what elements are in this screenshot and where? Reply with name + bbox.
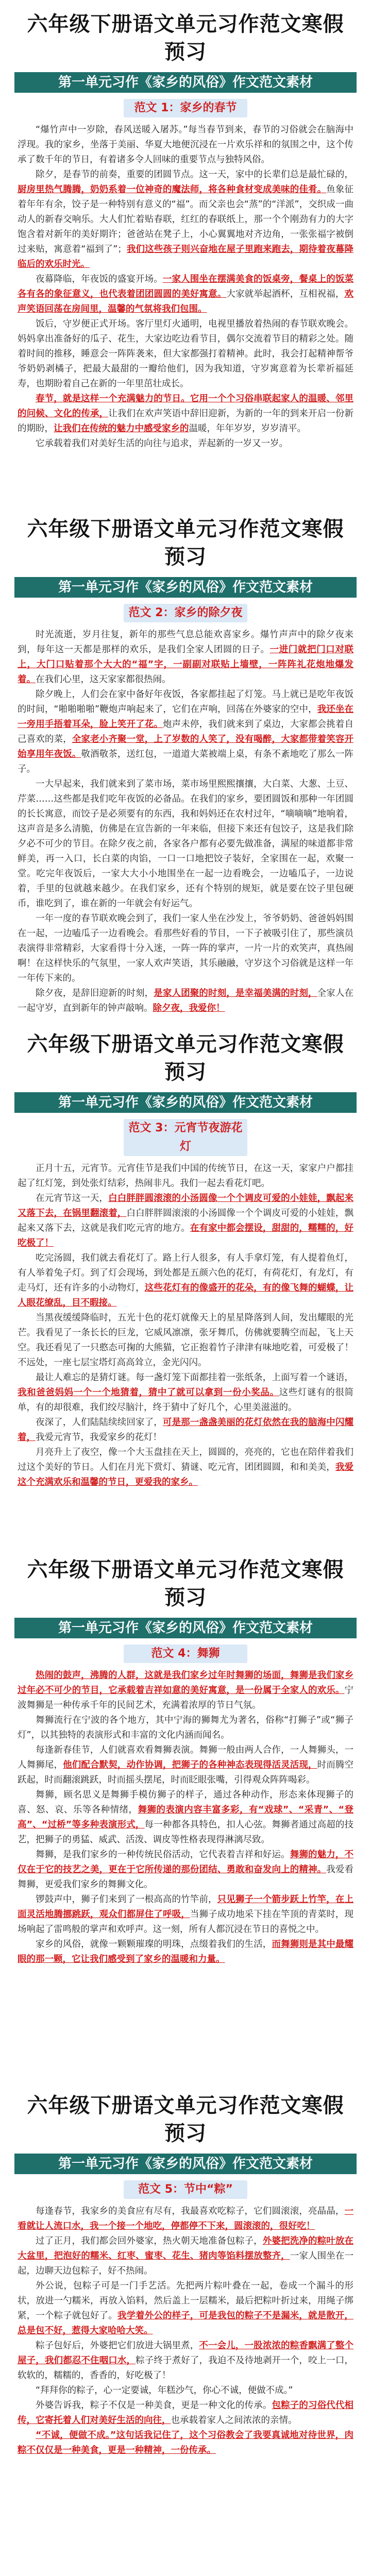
essay-paragraph — [18, 1445, 353, 1490]
section-heading: 六年级下册语文单元习作范文寒假预习 — [27, 12, 344, 64]
paragraph-text: 时光流逝，岁月往复，新年的那些气息总能欢喜家乡。爆竹声声中的除夕夜来到，每年这一天都是那样的欢乐，是我们全家人团圆的日子。 — [18, 630, 353, 655]
unit-banner: 第一单元习作《家乡的风俗》作文范文素材 — [14, 577, 357, 598]
paragraph-text: 家乡的风俗，就像一颗颗璀璨的明珠，点缀着我们的生活， — [36, 1939, 272, 1950]
essay-paragraph — [18, 2338, 353, 2383]
paragraph-text: 最让人难忘的是猜灯谜。每一盏灯笼下面都挂着一张纸条，上面写着一个谜语， — [36, 1372, 353, 1383]
highlighted-sentence: 我还坐在一旁用手捂着耳朵，脸上笑开了花。 — [18, 704, 354, 730]
highlighted-sentence: 外婆把洗净的粽叶放在大盆里，把泡好的糯米、红枣、蜜枣、花生、猪肉等馅料摆放整齐， — [18, 2236, 354, 2261]
essay-paragraph — [18, 1370, 353, 1415]
paragraph-text: 除夕，是春节的前奏，重要的团圆节点。这一天，家中的长辈们总是最忙碌的， — [36, 170, 353, 180]
paragraph-text: 夜幕降临，年夜饭的盛宴开场。 — [36, 274, 163, 284]
highlighted-sentence: 舞狮的表演内容丰富多彩，有“戏球”、“采青”、“登高”、“过桥”等多种表演形式， — [18, 1805, 353, 1830]
paragraph-text: 除夕夜，是辞旧迎新的时刻， — [36, 988, 154, 998]
essay-paragraph — [18, 777, 353, 911]
essay-title: 范文 3：元宵节夜游花灯 — [124, 1119, 247, 1156]
highlighted-sentence: 包粽子的习俗代代相传，它寄托着人们对美好生活的向往， — [18, 2400, 354, 2426]
essay-section — [0, 0, 371, 505]
essay-paragraph — [18, 2234, 353, 2279]
unit-banner: 第一单元习作《家乡的风俗》作文范文素材 — [14, 1618, 357, 1638]
highlighted-sentence: 我们这些孩子则兴奋地在屋子里跑来跑去，期待着夜幕降临后的欢乐时光。 — [18, 244, 353, 269]
paragraph-text: 正月十五，元宵节。元宵佳节是我们中国的传统节日，在这一天，家家户户都挂起了红灯笼，到处张灯结彩，热闹非凡。我们一起去看花灯吧。 — [18, 1163, 353, 1189]
paragraph-text: 时而腾空跃起，时而翻滚跳跃，时而摇头摆尾，时而眨眼张嘴，引得观众阵阵喝彩。 — [18, 1760, 353, 1785]
essay-paragraph — [18, 1191, 353, 1251]
essay-title: 范文 1：家乡的春节 — [124, 99, 247, 117]
essay-paragraph — [18, 911, 353, 986]
essay-paragraph — [18, 2279, 353, 2338]
paragraph-text: 粽子包好后，外婆把它们放进大锅里煮， — [36, 2341, 199, 2351]
essay-paragraph — [18, 2204, 353, 2234]
highlighted-sentence: 可是那一盏盏美丽的花灯依然在我的脑海中闪耀着， — [18, 1417, 354, 1443]
highlighted-sentence: 而舞狮则是其中最耀眼的那一颗，它让我们感受到了家乡的温暖和力量。 — [18, 1939, 354, 1964]
essay-paragraph — [18, 392, 353, 436]
essay-paragraph — [18, 436, 353, 451]
paragraph-text: 在元宵节这一天， — [36, 1193, 109, 1204]
paragraph-text: 这些灯谜有的很简单，有的却很难，我们绞尽脑汁，终于猜中了好几个，心里美滋滋的。 — [18, 1387, 354, 1413]
paragraph-text: 除夕晚上，人们会在家中备好年夜饭，各家都挂起了灯笼。马上就已是吃年夜饭的时间，“啪啪啪啪”鞭炮声响起来了，它们在声响，回荡在外婆家的空中， — [18, 689, 353, 715]
essay-paragraph — [18, 1713, 353, 1743]
paragraph-text: 粽子终于煮好了，我迫不及待地剥开一个，咬上一口，软软的，糯糯的，香香的，好吃极了！ — [18, 2355, 353, 2381]
unit-banner: 第一单元习作《家乡的风俗》作文范文素材 — [14, 1092, 357, 1113]
highlighted-sentence: “不诚，便做不成。”这句话我记住了， — [36, 2430, 190, 2441]
highlighted-sentence: 他们配合默契，动作协调，把狮子的各种神态表现得活灵活现， — [63, 1760, 317, 1770]
essay-title: 范文 2：家乡的除夕夜 — [124, 604, 247, 622]
essay-paragraph — [18, 167, 353, 272]
paragraph-text: 白白胖胖圆滚滚的小汤圆像一个个调皮可爱的小娃娃，飘起来又落下去，这就是我们吃元宵的地方。 — [18, 1208, 353, 1233]
highlighted-sentence: 我和爸爸妈妈一个一个地猜着，猜中了就可以拿到一份小奖品。 — [18, 1387, 279, 1398]
paragraph-text: “拜拜你的粽子，心一定要诚，年糕沙气，你心不诚，便做不成。” — [36, 2385, 293, 2396]
paragraph-text: 舞狮流行在宁波的各个地方，其中宁海的狮舞尤为著名，俗称“打狮子”或“狮子灯”，以其独特的表演形式和丰富的文化内涵而闻名。 — [18, 1715, 353, 1740]
essay-paragraph — [18, 628, 353, 687]
paragraph-text: 每逢新春佳节，人们就喜欢看舞狮表演。舞狮一般由两人合作，一人舞狮头，一人舞狮尾， — [18, 1745, 353, 1770]
essay-paragraph — [18, 317, 353, 392]
paragraph-text: 我爱看舞狮，更爱我们家乡的舞狮文化。 — [18, 1865, 353, 1890]
essay-section — [0, 1020, 371, 1546]
highlighted-sentence: 是家人团聚的时刻，是幸福美满的时刻， — [154, 988, 317, 998]
highlighted-sentence: 厨房里热气腾腾，奶奶系着一位神奇的魔法师，将各种食材变成美味的佳肴。 — [18, 184, 327, 195]
paragraph-text: 全家人在一起守岁，直到新年的钟声敲响。 — [18, 988, 354, 1013]
section-heading: 六年级下册语文单元习作范文寒假预习 — [27, 2094, 344, 2145]
paragraph-text: 鱼象征着年年有余，饺子是一种特别有意义的“福”。而父亲也会“蒸”的“洋派”，交织成一曲动人的新春交响乐。大人们忙着贴春联，红红的春联纸上，那一个个刚劲有力的大字饱含着对新年的美好期许；爸爸站在凳子上，小心翼翼地对齐边角，一张张福字被倒过来贴，寓意着“福到了”； — [18, 184, 353, 255]
essay-paragraph — [18, 1788, 353, 1848]
essay-section — [0, 505, 371, 1020]
paragraph-text: 大家就举起酒杯，互相祝福， — [226, 289, 345, 299]
essay-paragraph — [18, 272, 353, 317]
highlighted-sentence: 在有家中都会摆设，甜甜的，糯糯的，好吃极了！ — [18, 1223, 353, 1248]
essay-section — [0, 2081, 371, 2576]
paragraph-text: 宁波舞狮是一种传承千年的民间艺术，充满着浓厚的节日气氛。 — [18, 1685, 353, 1710]
essay-paragraph — [18, 687, 353, 777]
paragraph-text: 当黑夜缓缓降临时，五光十色的花灯就像天上的星星降落到人间，发出耀眼的光芒。我看见了一条长长的巨龙，它威风凛凛，张牙舞爪，仿佛就要腾空而起，飞上天空。我还看见了一只憨态可掬的大熊猫，它正抱着竹子津津有味地吃着，可爱极了！不远处，一座七层宝塔灯高高耸立，金光闪闪。 — [18, 1313, 353, 1368]
highlighted-sentence: 我爱这个充满欢乐和温馨的节日，更爱我的家乡。 — [18, 1462, 353, 1487]
paragraph-text: 它承载着我们对美好生活的向往与追求，弄起新的一岁又一岁。 — [36, 438, 288, 449]
highlighted-sentence: 一家人围坐在摆满美食的饭桌旁，餐桌上的饭菜各有各的象征意义，也代表着团团圆圆的美好寓意。 — [18, 274, 354, 299]
essay-section — [0, 1546, 371, 2081]
section-heading: 六年级下册语文单元习作范文寒假预习 — [27, 1032, 344, 1084]
paragraph-text: 外婆告诉我，粽子不仅是一种美食，更是一种文化的传承。 — [36, 2400, 272, 2411]
paragraph-text: 我爱元宵节，我爱家乡的花灯！ — [36, 1432, 162, 1443]
highlighted-sentence: 让我们在传统的魅力中感受家乡的 — [54, 423, 189, 434]
paragraph-text: 温暖，年年岁岁，岁岁清平。 — [189, 423, 306, 434]
paragraph-text: 每一种都各具特色，扣人心弦。舞狮者通过高超的技艺，把狮子的勇猛、威武、活泼、调皮等性格表现得淋漓尽致。 — [18, 1820, 353, 1845]
paragraph-text: 一年一度的春节联欢晚会到了，我们一家人坐在沙发上，爷爷奶奶、爸爸妈妈围在一起，一边嗑瓜子一边看晚会。看那些好看的节目，一下子被吸引住了，那些演员表演得非常精彩，大家看得十分入迷，一阵一阵的掌声，一片一片的欢笑声，真热闹啊！在这样快乐的气氛里，一家人欢声笑语，其乐融融，守岁这个习俗就是这样一年一年传下来的。 — [18, 913, 353, 984]
paragraph-text: 敬酒敬茶，送红包，一道道大菜被端上桌，有条不紊地吃了那么一阵子。 — [18, 749, 353, 774]
paragraph-text: 月亮升上了夜空，像一个大玉盘挂在天上，圆圆的，亮亮的，它也在陪伴着我们过这个美好的节日。人们在月光下赏灯、猜谜、吃元宵，团团圆圆，和和美美， — [18, 1447, 353, 1472]
essay-title: 范文 4：舞狮 — [124, 1645, 247, 1663]
essay-paragraph — [18, 1892, 353, 1937]
paragraph-text: 夜深了，人们陆陆续续回家了， — [36, 1417, 163, 1428]
section-heading: 六年级下册语文单元习作范文寒假预习 — [27, 1558, 344, 1609]
highlighted-sentence: 舞狮的魅力，不仅在于它的技艺之美，更在于它所传递的那份团结、勇敢和奋发向上的精神。 — [18, 1850, 354, 1875]
paragraph-text: 锣鼓声中，狮子们来到了一根高高的竹竿前， — [36, 1894, 217, 1905]
essay-paragraph — [18, 2428, 353, 2458]
highlighted-sentence: 欢声笑语回荡在房间里，温馨的气氛将我们包围。 — [18, 289, 353, 314]
essay-paragraph — [18, 1743, 353, 1788]
essay-paragraph — [18, 1311, 353, 1370]
paragraph-text: 在我们心里，这天家家都很热闹。 — [36, 674, 171, 685]
essay-paragraph — [18, 1415, 353, 1445]
paragraph-text: 让我们在欢声笑语中辞旧迎新，为新的一年的到来开启一份新的期盼， — [18, 409, 353, 434]
paragraph-text: 一家人围坐在一起，边聊天边包粽子，好不热闹。 — [18, 2251, 353, 2276]
unit-banner: 第一单元习作《家乡的风俗》作文范文素材 — [14, 72, 357, 93]
paragraph-text: 舞狮，是我们家乡的一种传统民俗活动，它代表着吉祥和好运。 — [36, 1850, 290, 1860]
essay-paragraph — [18, 2383, 353, 2398]
essay-paragraph — [18, 123, 353, 167]
paragraph-text: 也承载着家人之间浓浓的亲情。 — [171, 2415, 297, 2426]
paragraph-text: 炮声未停，我们就来到了桌边，大家都会挑着自己喜欢的菜， — [18, 719, 353, 744]
essay-paragraph — [18, 2398, 353, 2428]
highlighted-sentence: 一看就让人流口水，我一个接一个地吃，停都停不下来，圆滚滚的，很好吃！ — [18, 2206, 353, 2231]
paragraph-text: 一大早起来，我们就来到了菜市场，菜市场里熙熙攘攘，大白菜、大葱、土豆、芹菜……这些都是我们吃年夜饭的必备品。在我们的家乡，要团圆饭和那种一年团圆的长长寓意，而饺子是必须要有的东西，我和妈妈还在农村过年，“嘀嘀嘀”地响着，这声音是多么清脆，仿佛是在宣告新的一年来临，但接下来还有包饺子，这是我们除夕必不可少的节目。在除夕夜之前，各家各户都有必要先做准备，满屋的味道都非常鲜美，再一入口，长白菜的肉馅，一口一口地把饺子装好，全家围在一起，欢聚一堂。吃完年夜饭后，一家大大小小地围坐在一起一边看晚会，一边嗑瓜子，一边说着，手里的包就越来越少。在我们家乡，还有个特别的规矩，就是要在饺子里包硬币，谁吃到了，谁在新的一年就会有好运气。 — [18, 779, 353, 909]
paragraph-text: 舞狮，顾名思义是舞狮手模仿狮子的样子，通过各种动作，形态来体现狮子的喜、怒、哀、乐等各种情绪， — [18, 1790, 353, 1815]
highlighted-sentence: 一进门就把门口对联上，大门口贴着那个大大的“福”字，一副副对联贴上墙壁，一阵阵礼花炮地爆发着。 — [18, 645, 354, 685]
essay-paragraph — [18, 1848, 353, 1892]
paragraph-text: 当狮子成功地采下挂在竿顶的青菜时，现场响起了雷鸣般的掌声和欢呼声。这一刻，所有人都沉浸在节日的喜悦之中。 — [18, 1909, 353, 1935]
paragraph-text: 吃完汤圆，我们就去看花灯了。路上行人很多，有人手拿灯笼，有人提着鱼灯，有人举着兔子灯。到了灯会现场，到处都是五颜六色的花灯，有荷花灯，有龙灯，有走马灯，还有许多的小动物灯， — [18, 1253, 353, 1293]
highlighted-sentence: 白白胖胖圆滚滚的小汤圆像一个个调皮可爱的小娃娃，飘起来又落下去，在锅里翻滚着， — [18, 1193, 354, 1218]
highlighted-sentence: 舞狮是我们家乡过年必不可少的节目，它承载着吉祥如意的美好寓意，是一份属于全家人的欢乐。 — [18, 1670, 354, 1696]
paragraph-text: “爆竹声中一岁除，春风送暖入屠苏。”每当春节到来，春节的习俗就会在脑海中浮现。我的家乡，坐落于美丽、华夏大地便沉浸在一片欢乐祥和的氛围之中，这个传承了数千年的节日，有着诸多令人回味的重要节点与独特风俗。 — [18, 125, 353, 165]
paragraph-text: 外公说，包粽子可是一门手艺活。先把两片粽叶叠在一起，卷成一个漏斗的形状，放进一勺糯米，再放入馅料，然后盖上一层糯米，最后把粽叶折过来，用绳子绑紧，一个粽子就包好了。 — [18, 2281, 353, 2321]
highlighted-sentence: 除夕夜，我爱你！ — [153, 1003, 225, 1013]
highlighted-sentence: 这些花灯有的像盛开的花朵，有的像飞舞的蝴蝶，让人眼花缭乱，目不暇接。 — [18, 1283, 353, 1308]
highlighted-sentence: 全家老小齐聚一堂，上了岁数的人笑了，没有喝醉，大家都带着笑容开始享用年夜饭。 — [18, 734, 353, 759]
essay-paragraph — [18, 1251, 353, 1311]
paragraph-text: 饭后，守岁便正式开场。客厅里灯火通明，电视里播放着热闹的春节联欢晚会。妈妈拿出准备好的瓜子、花生，大家边吃边看节目，偶尔交流着节目的精彩之处。随着时间的推移，睡意会一阵阵袭来，但大家都强打着精神。此时，我会打起精神帮爷爷奶奶剥橘子，把最大最甜的一瓣给他们，因为我知道，守岁寓意着为长辈祈福延寿，也期盼着自己在新的一年里茁壮成长。 — [18, 319, 353, 389]
section-heading: 六年级下册语文单元习作范文寒假预习 — [27, 517, 344, 569]
highlighted-sentence: 热闹的鼓声，沸腾的人群，这就是我们家乡过年时舞狮的场面， — [36, 1670, 290, 1681]
essay-paragraph — [18, 1161, 353, 1191]
highlighted-sentence: 我学着外公的样子，可是我包的粽子不是漏米，就是散开，总是包不好，惹得大家哈哈大笑。 — [18, 2311, 353, 2336]
unit-banner: 第一单元习作《家乡的风俗》作文范文素材 — [14, 2154, 357, 2174]
essay-paragraph — [18, 1937, 353, 1967]
essay-title: 范文 5：节中“粽” — [124, 2180, 247, 2199]
paragraph-text: 过了正月，我们都会回外婆家，热火朝天地准备包粽子， — [36, 2236, 263, 2246]
highlighted-sentence: 只见狮子一个箭步跃上竹竿，在上面灵活地腾挪跳跃，观众们都屏住了呼吸， — [18, 1894, 354, 1920]
paragraph-text: 每逢春节，我家乡的美食应有尽有，我最喜欢吃粽子，它们圆滚滚，亮晶晶， — [36, 2206, 345, 2216]
essay-paragraph — [18, 1668, 353, 1713]
highlighted-sentence: 这个习俗教会了我要真诚地对待世界，肉粽不仅仅是一种美食，更是一种精神，一份传承。 — [18, 2430, 353, 2455]
highlighted-sentence: 春节，就是这样一个充满魅力的节日。它用一个个习俗串联起家人的温暖、邻里的问候、文化的传承， — [18, 394, 353, 419]
highlighted-sentence: 不一会儿，一股浓浓的粽香飘满了整个屋子，我们都忍不住咽口水， — [18, 2341, 354, 2366]
essay-paragraph — [18, 986, 353, 1016]
